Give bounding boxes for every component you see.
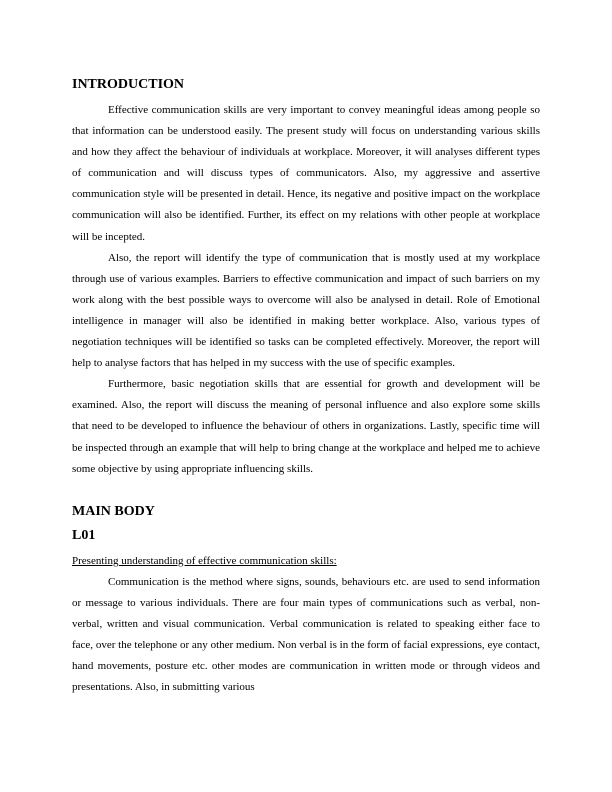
main-body-heading: MAIN BODY xyxy=(72,503,155,519)
subsection-title: Presenting understanding of effective communication skills: xyxy=(72,554,337,567)
section-heading-l01: L01 xyxy=(72,527,96,543)
body-paragraph: Communication is the method where signs, sounds, behaviours etc. are used to send information or message to various individuals. There are four main types of communications such as verbal, non-verbal, written and visual communication. Verbal communication is related to speaking either face to face, over the telephone or any other medium. Non verbal is in the form of facial expressions, eye contact, hand movements, posture etc. other modes are communication in written mode or through videos and presentations. Also, in submitting various xyxy=(72,575,540,694)
intro-paragraph-3: Furthermore, basic negotiation skills that are essential for growth and development will be examined. Also, the report will discuss the meaning of personal influence and also explore some skills that need to be developed to influence the behaviour of others in organizations. Lastly, specific time will be inspected through an example that will help to bring change at the workplace and helped me to achieve some objective by using appropriate influencing skills. xyxy=(72,378,540,475)
intro-paragraph-1: Effective communication skills are very important to convey meaningful ideas among people so that information can be understood easily. The present study will focus on understanding various skills and how they affect the behaviour of individuals at workplace. Moreover, it will analyses different types of communication and will discuss types of communicators. Also, my aggressive and assertive communication style will be presented in detail. Hence, its negative and positive impact on the workplace communication will also be identified. Further, its effect on my relations with other people at workplace will be incepted. xyxy=(72,104,540,243)
spacer xyxy=(72,480,540,503)
introduction-heading: INTRODUCTION xyxy=(72,77,185,92)
document-content xyxy=(72,76,540,698)
intro-paragraph-2: Also, the report will identify the type of communication that is mostly used at my workplace through use of various examples. Barriers to effective communication and impact of such barriers on my work along with the best possible ways to overcome will also be analysed in detail. Role of Emotional intelligence in manager will also be identified in making better workplace. Also, various types of negotiation techniques will be identified so tasks can be completed effectively. Moreover, the report will help to analyse factors that has helped in my success with the use of specific examples. xyxy=(72,251,540,370)
